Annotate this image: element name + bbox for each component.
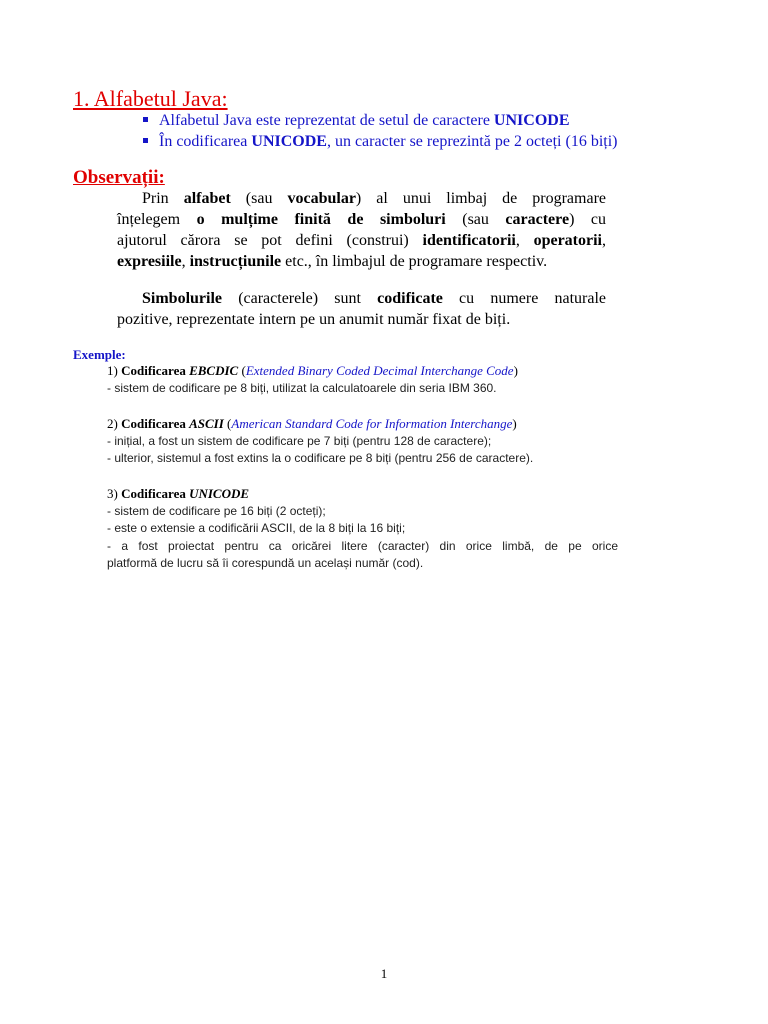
observations-heading: Observații: — [73, 167, 165, 188]
symbols-paragraph: Simbolurile (caracterele) sunt codificate cu numere naturale pozitive, reprezentate intern pe un anumit număr fixat de biți. — [117, 290, 606, 328]
square-bullet-icon — [143, 138, 148, 143]
definition-paragraph: Prin alfabet (sau vocabular) al unui limbaj de programare înțelegem o mulțime finită de simboluri (sau caractere) cu ajutorul cărora se pot defini (construi) identificatorii, operatorii, expresiile, instrucțiunile etc., în limbajul de programare respectiv. — [117, 190, 606, 270]
bullet-list — [141, 110, 617, 152]
section-heading: 1. Alfabetul Java: — [73, 86, 228, 111]
page-number: 1 — [380, 966, 388, 981]
bullet-item: În codificarea UNICODE, un caracter se reprezintă pe 2 octeți (16 biți) — [141, 131, 617, 152]
example-ebcdic: 1) Codificarea EBCDIC (Extended Binary Coded Decimal Interchange Code) - sistem de codificare pe 8 biți, utilizat la calculatoarele din seria IBM 360. — [107, 363, 518, 395]
examples-title: Exemple: — [73, 347, 126, 362]
example-unicode: 3) Codificarea UNICODE - sistem de codificare pe 16 biți (2 octeți); - este o extensie a codificării ASCII, de la 8 biți la 16 biți; - a fost proiectat pentru ca oricărei litere (caracter) din orice limbă, de pe orice platformă de lucru să îi corespundă un același număr (cod). — [107, 486, 618, 570]
square-bullet-icon — [143, 117, 148, 122]
example-ascii: 2) Codificarea ASCII (American Standard Code for Information Interchange) - inițial, a fost un sistem de codificare pe 7 biți (pentru 128 de caractere); - ulterior, sistemul a fost extins la o codificare pe 8 biți (pentru 256 de caractere). — [107, 416, 534, 465]
bullet-item: Alfabetul Java este reprezentat de setul de caractere UNICODE — [141, 110, 617, 131]
